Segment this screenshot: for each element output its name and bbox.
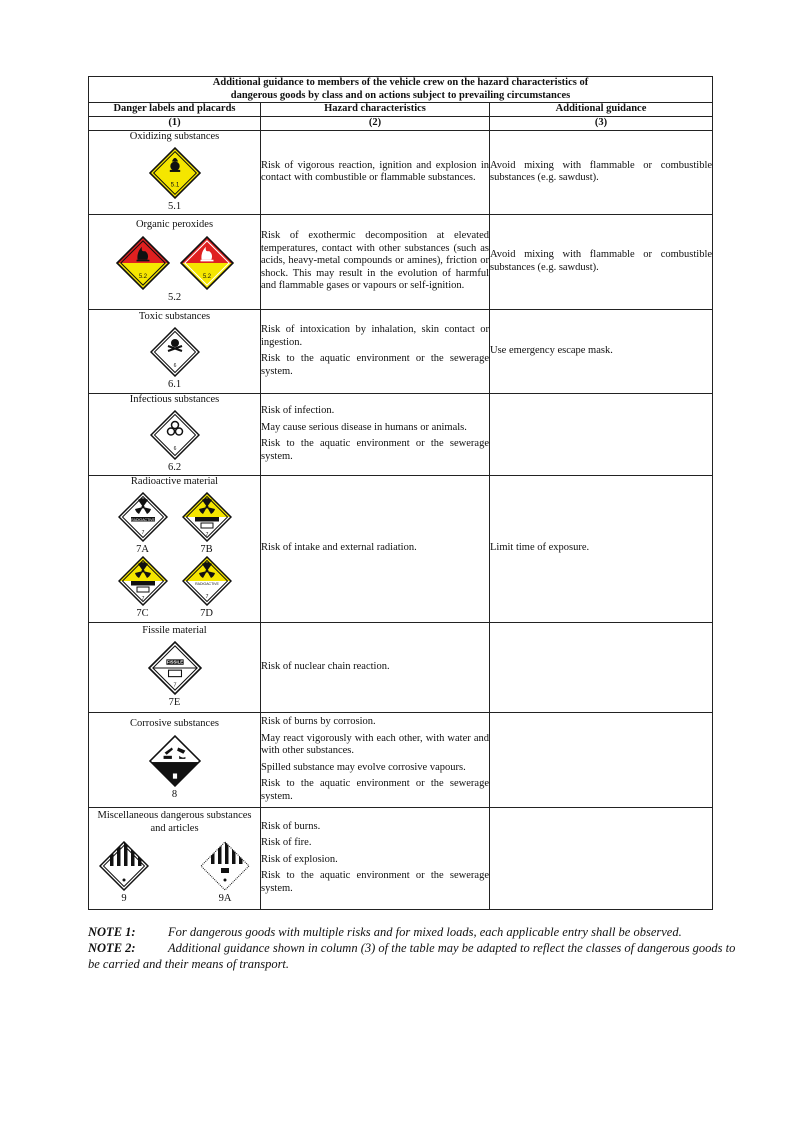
guidance-cell: Avoid mixing with flammable or combustible substances (e.g. sawdust). (490, 130, 713, 214)
class-name: Oxidizing substances (129, 130, 220, 142)
guidance-cell (490, 712, 713, 807)
guidance-cell: Limit time of exposure. (490, 475, 713, 622)
table-row-miscellaneous (89, 807, 713, 909)
table-row-toxic (89, 309, 713, 393)
organic-peroxide-white-flame-icon (180, 236, 234, 290)
label-code: 9 (121, 893, 127, 905)
oxidizer-placard-icon (149, 147, 201, 199)
svg-text:5.1: 5.1 (170, 181, 179, 189)
hazard-text: Spilled substance may evolve corrosive vapours. (261, 761, 466, 773)
svg-text:7: 7 (205, 531, 208, 538)
class-name: Toxic substances (138, 310, 211, 322)
hazard-text: Risk of infection. (261, 405, 335, 416)
hazard-text: Risk of nuclear chain reaction. (261, 660, 390, 672)
organic-peroxide-black-flame-icon (116, 236, 170, 290)
label-code: 6.1 (167, 379, 182, 390)
hazard-text: Risk of intoxication by inhalation, skin contact or ingestion. (261, 324, 489, 348)
hazard-text: May react vigorously with each other, with water and with other substances. (261, 732, 489, 756)
fissile-placard-icon (148, 641, 202, 695)
hazard-cell (261, 475, 490, 622)
column-number-3: (3) (490, 117, 713, 131)
svg-text:RADIOACTIVE: RADIOACTIVE (130, 517, 155, 522)
column-number-2: (2) (261, 117, 490, 131)
guidance-cell (490, 393, 713, 475)
column-header-guidance: Additional guidance (490, 103, 713, 117)
svg-text:7: 7 (173, 682, 176, 689)
table-row-radioactive (89, 475, 713, 622)
note-label: NOTE 2: (88, 941, 136, 955)
hazard-guidance-table (88, 76, 713, 910)
hazard-text: Risk of explosion. (261, 853, 338, 865)
label-cell (89, 712, 261, 807)
title-line-2: dangerous goods by class and on actions subject to prevailing circumstances (230, 89, 571, 101)
label-cell (89, 622, 261, 712)
column-number-1: (1) (89, 117, 261, 131)
hazard-text: Risk of burns by corrosion. (261, 716, 376, 727)
hazard-text: Risk to the aquatic environment or the sewerage system. (261, 778, 489, 802)
svg-text:7: 7 (141, 529, 144, 536)
note-text: Additional guidance shown in column (3) of the table may be adapted to reflect the classes of dangerous goods to be carried and their means of transport. (88, 941, 736, 971)
radioactive-7b-placard-icon (182, 492, 232, 542)
note-text: For dangerous goods with multiple risks and for mixed loads, each applicable entry shall be observed. (168, 925, 682, 939)
skull-crossbones-placard-icon (150, 327, 200, 377)
class-9-placard-icon (99, 841, 149, 891)
hazard-cell (261, 393, 490, 475)
biohazard-placard-icon (150, 410, 200, 460)
guidance-cell (490, 807, 713, 909)
column-header-hazards: Hazard characteristics (261, 103, 490, 117)
svg-text:7: 7 (205, 594, 208, 601)
table-row-organic-peroxides (89, 214, 713, 309)
label-code: 7B (200, 543, 213, 555)
hazard-text: Risk of exothermic decomposition at elevated temperatures, contact with other substances (such as acids, heavy-metal compounds or amines), friction or shock. This may result in the evolution of harmful and flammable gases or vapours or self-ignition. (261, 230, 489, 292)
table-row-infectious (89, 393, 713, 475)
class-name: Organic peroxides (135, 219, 214, 230)
label-cell (89, 309, 261, 393)
hazard-cell (261, 214, 490, 309)
svg-text:5.2: 5.2 (202, 273, 211, 280)
hazard-text: Risk to the aquatic environment or the sewerage system. (261, 870, 489, 894)
guidance-cell: Use emergency escape mask. (490, 309, 713, 393)
label-code: 5.1 (167, 201, 182, 212)
label-cell (89, 807, 261, 909)
hazard-cell (261, 807, 490, 909)
hazard-cell (261, 622, 490, 712)
label-code: 9A (218, 893, 232, 905)
table-row-fissile (89, 622, 713, 712)
label-cell (89, 214, 261, 309)
label-code: 6.2 (167, 462, 182, 473)
table-row-oxidizing (89, 130, 713, 214)
hazard-cell (261, 712, 490, 807)
svg-text:7: 7 (141, 596, 144, 603)
hazard-text: Risk to the aquatic environment or the sewerage system. (261, 353, 489, 377)
radioactive-7a-placard-icon (118, 492, 168, 542)
table-title (89, 77, 713, 103)
class-name: Infectious substances (129, 393, 220, 405)
hazard-text: Risk to the aquatic environment or the sewerage system. (261, 438, 489, 462)
hazard-text: Risk of burns. (261, 820, 321, 832)
label-code: 7E (168, 697, 181, 708)
guidance-cell (490, 622, 713, 712)
note-1 (88, 924, 748, 940)
label-cell (89, 393, 261, 475)
label-code: 7C (136, 608, 149, 620)
label-code: 7A (136, 543, 149, 555)
svg-text:6: 6 (173, 446, 176, 452)
hazard-text: Risk of fire. (261, 837, 312, 849)
svg-text:6: 6 (173, 363, 176, 369)
class-name: Radioactive material (130, 476, 219, 488)
corrosive-placard-icon (149, 735, 201, 787)
radioactive-7c-placard-icon (118, 556, 168, 606)
label-code: 5.2 (167, 291, 182, 303)
label-code: 7D (200, 608, 213, 620)
hazard-cell (261, 130, 490, 214)
label-cell (89, 130, 261, 214)
class-name: Corrosive substances (130, 718, 219, 729)
hazard-text: May cause serious disease in humans or animals. (261, 421, 467, 433)
hazard-cell (261, 309, 490, 393)
note-2 (88, 940, 748, 972)
radioactive-7d-placard-icon (182, 556, 232, 606)
table-row-corrosive (89, 712, 713, 807)
label-cell (89, 475, 261, 622)
svg-text:FISSILE: FISSILE (166, 659, 183, 665)
notes-section (88, 924, 748, 972)
class-9a-placard-icon (200, 841, 250, 891)
class-name: Miscellaneous dangerous substances and articles (97, 810, 252, 834)
title-line-1: Additional guidance to members of the vehicle crew on the hazard characteristics of (212, 77, 589, 88)
svg-text:5.2: 5.2 (138, 273, 147, 280)
svg-text:RADIOACTIVE: RADIOACTIVE (194, 582, 219, 587)
hazard-text: Risk of intake and external radiation. (261, 542, 417, 554)
guidance-cell: Avoid mixing with flammable or combustible substances (e.g. sawdust). (490, 214, 713, 309)
column-header-labels: Danger labels and placards (89, 103, 261, 117)
class-name: Fissile material (142, 624, 207, 636)
hazard-text: Risk of vigorous reaction, ignition and explosion in contact with combustible or flammable substances. (261, 159, 489, 183)
note-label: NOTE 1: (88, 925, 136, 939)
label-code: 8 (171, 788, 178, 800)
